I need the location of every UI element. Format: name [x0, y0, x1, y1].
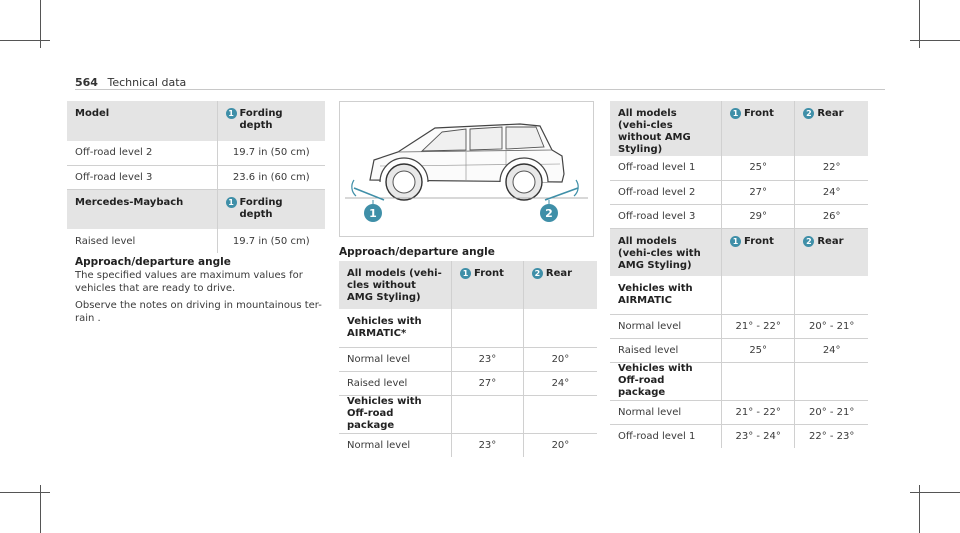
- table-row: Normal level 23° 20°: [339, 347, 597, 371]
- table-row: Raised level 27° 24°: [339, 371, 597, 395]
- svg-text:2: 2: [545, 207, 553, 220]
- table-row: Raised level 25° 24°: [610, 338, 868, 362]
- table-row: Off-road level 1 23° - 24° 22° - 23°: [610, 424, 868, 448]
- crop-mark: [910, 40, 960, 41]
- approach-angle-description: The specified values are maximum values for vehicles that are ready to drive. Observe the notes on driving in mountainous ter- rain .: [75, 270, 322, 324]
- page-number: 564: [75, 76, 98, 89]
- table-row: Off-road level 2 27° 24°: [610, 180, 868, 204]
- table-row: Normal level 21° - 22° 20° - 21°: [610, 314, 868, 338]
- fording-depth-table: [67, 101, 325, 253]
- table-row: Off-road level 3 29° 26°: [610, 204, 868, 228]
- maybach-header: Mercedes-Maybach: [67, 189, 217, 229]
- crop-mark: [0, 40, 50, 41]
- svg-text:1: 1: [369, 207, 377, 220]
- front-header: 1 Front: [452, 261, 524, 309]
- table-group-row: Vehicles with Off-road package: [610, 362, 868, 400]
- approach-angle-table-heading: Approach/departure angle: [339, 246, 495, 258]
- front-header: 1 Front: [722, 101, 795, 156]
- callout-2-icon: 2: [803, 108, 814, 119]
- header-rule: [75, 89, 885, 90]
- callout-1-icon: 1: [730, 108, 741, 119]
- rear-header: 2 Rear: [523, 261, 597, 309]
- table-row: Normal level 21° - 22° 20° - 21°: [610, 400, 868, 424]
- models-header: All models (vehi-cles without AMG Styling): [339, 261, 452, 309]
- approach-angle-table-amg: [610, 101, 868, 448]
- model-header: Model: [67, 101, 217, 141]
- callout-1-icon: 1: [460, 268, 471, 279]
- suv-side-view-illustration: [340, 102, 593, 236]
- table-header-row: [610, 228, 868, 276]
- table-group-row: Vehicles with AIRMATIC*: [339, 309, 597, 347]
- table-row: Off-road level 3 23.6 in (60 cm): [67, 165, 325, 189]
- table-header-row: [610, 101, 868, 156]
- table-group-row: Vehicles with Off-road package: [339, 395, 597, 433]
- callout-2-icon: 2: [532, 268, 543, 279]
- rear-header: 2 Rear: [795, 228, 868, 276]
- table-subheader-row: [67, 189, 325, 229]
- table-row: Off-road level 1 25° 22°: [610, 156, 868, 180]
- callout-2-icon: 2: [803, 236, 814, 247]
- running-header: [75, 76, 186, 89]
- table-group-row: Vehicles with AIRMATIC: [610, 276, 868, 314]
- table-row: Raised level 19.7 in (50 cm): [67, 229, 325, 253]
- callout-1-icon: 1: [226, 197, 237, 208]
- models-header: All models (vehi-cles without AMG Styling): [610, 101, 722, 156]
- callout-1-icon: 1: [226, 108, 237, 119]
- vehicle-angle-figure: [339, 101, 594, 237]
- rear-header: 2 Rear: [795, 101, 868, 156]
- callout-1-icon: 1: [730, 236, 741, 247]
- table-header-row: [339, 261, 597, 309]
- front-header: 1 Front: [722, 228, 795, 276]
- table-header-row: [67, 101, 325, 141]
- fording-depth-header: 1 Fording depth: [217, 189, 325, 229]
- approach-angle-heading: Approach/departure angle: [75, 256, 231, 268]
- section-title: Technical data: [107, 76, 187, 89]
- fording-depth-header: 1 Fording depth: [217, 101, 325, 141]
- crop-mark: [910, 492, 960, 493]
- approach-angle-table: [339, 261, 597, 457]
- crop-mark: [0, 492, 50, 493]
- table-row: Off-road level 2 19.7 in (50 cm): [67, 141, 325, 165]
- table-row: Normal level 23° 20°: [339, 433, 597, 457]
- models-header: All models (vehi-cles with AMG Styling): [610, 228, 722, 276]
